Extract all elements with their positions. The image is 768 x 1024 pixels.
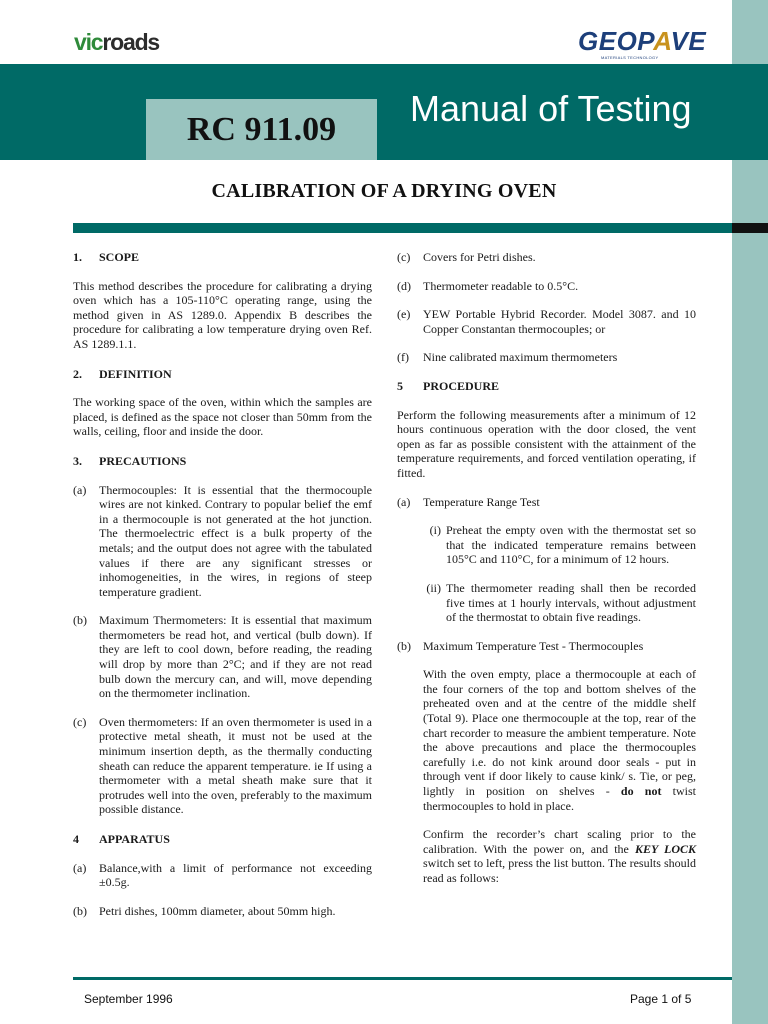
footer-date: September 1996 <box>84 992 173 1006</box>
title-rule-end <box>732 223 768 233</box>
geopave-logo: GEOPAVE MATERIALS TECHNOLOGY <box>578 26 707 60</box>
section-heading-apparatus: 4 APPARATUS <box>73 832 170 846</box>
precaution-item: (c) Oven thermometers: If an oven thermometer is used in a protective metal sheath, it must not be used at the minimum insertion depth, as the thermally conducting sheath can reduce the apparent temperature. ie If using a thermometer with a metal sheath make sure that it protrudes well into the oven, preferably to the maximum possible distance. <box>73 714 372 817</box>
document-title: CALIBRATION OF A DRYING OVEN <box>211 180 557 202</box>
section-heading-definition: 2. DEFINITION <box>73 366 172 381</box>
header-band-edge <box>732 64 768 160</box>
manual-title: Manual of Testing <box>410 88 692 129</box>
procedure-step-a: (a) Temperature Range Test <box>397 494 540 509</box>
footer-rule <box>73 977 732 980</box>
title-rule <box>73 223 732 233</box>
procedure-substep: (ii) The thermometer reading shall then be recorded five times at 1 hourly intervals, without adjustment of the thermostat to obtain five readings. <box>426 580 696 625</box>
apparatus-item: (e) YEW Portable Hybrid Recorder. Model 3087. and 10 Copper Constantan thermocouples; or <box>397 307 696 336</box>
document-code: RC 911.09 <box>186 110 337 148</box>
procedure-intro: Perform the following measurements after a minimum of 12 hours continuous operation with the door closed, the vent open as far as possible consistent with the attainment of the temperature requirements, and forced ventilation operating, if fitted. <box>397 407 696 480</box>
definition-text: The working space of the oven, within which the samples are placed, is defined as the space not closer than 50mm from the walls, ceiling, floor and inside the door. <box>73 395 372 439</box>
procedure-step-b: (b) Maximum Temperature Test - Thermocouples <box>397 638 644 653</box>
apparatus-item: (f) Nine calibrated maximum thermometers <box>397 350 618 365</box>
apparatus-item: (a) Balance,with a limit of performance not exceeding ±0.5g. <box>73 860 372 890</box>
scope-text: This method describes the procedure for calibrating a drying oven which has a 105-110°C operating range, using the method given in AS 1289.0. Appendix B describes the procedure for calibrating a low temperature drying oven Ref. AS 1289.1.1. <box>73 278 372 351</box>
vicroads-logo: vicroads <box>74 29 160 55</box>
precaution-item: (a) Thermocouples: It is essential that the thermocouple wires are not kinked. Contrary to popular belief the emf in a thermocouple is not generated at the hot junction. The thermoelectric effect is a bulk property of the metals; and the output does not agree with the tabulated values if there are any significant stresses or inhomogeneities, in the wires, in regions of steep temperature gradient. <box>73 482 372 599</box>
right-column <box>397 250 696 886</box>
section-heading-precautions: 3. PRECAUTIONS <box>73 453 187 468</box>
thermocouple-placement-text: With the oven empty, place a thermocouple at each of the four corners of the top and bottom shelves of the preheated oven and at the centre of the middle shelf (Total 9). Place one thermocouple at the top, rear of the chart recorder to measure the ambient temperature. Note the above precautions and place the thermocouples carefully i.e. do not kink around door seals - put in through vent if door likely to cause kink/ s. Tie, or peg, lightly in position on shelves - do not twist thermocouples to hold in place. <box>423 667 697 813</box>
apparatus-item: (d) Thermometer readable to 0.5°C. <box>397 278 579 293</box>
left-column <box>73 250 372 918</box>
footer-page-number: Page 1 of 5 <box>630 992 692 1006</box>
recorder-scaling-text: Confirm the recorder’s chart scaling prior to the calibration. With the power on, and the KEY LOCK switch set to left, press the list button. The results should read as follows: <box>423 827 696 885</box>
section-heading-scope: 1. SCOPE <box>73 250 140 264</box>
apparatus-item: (b) Petri dishes, 100mm diameter, about 50mm high. <box>73 903 336 918</box>
apparatus-item: (c) Covers for Petri dishes. <box>397 250 536 264</box>
section-heading-procedure: 5 PROCEDURE <box>397 378 500 393</box>
precaution-item: (b) Maximum Thermometers: It is essential that maximum thermometers be read hot, and vertical (bulb down). If they are left to cool down, before reading, the reading will drop by more than 2°C; and if they are not read bulb down the mercury can, and will, move depending on the thermometer inclination. <box>73 613 372 701</box>
document-code-box <box>146 99 377 160</box>
procedure-substep: (i) Preheat the empty oven with the thermostat set so that the indicated temperature remains between 105°C and 110°C, for a minimum of 12 hours. <box>429 523 696 567</box>
